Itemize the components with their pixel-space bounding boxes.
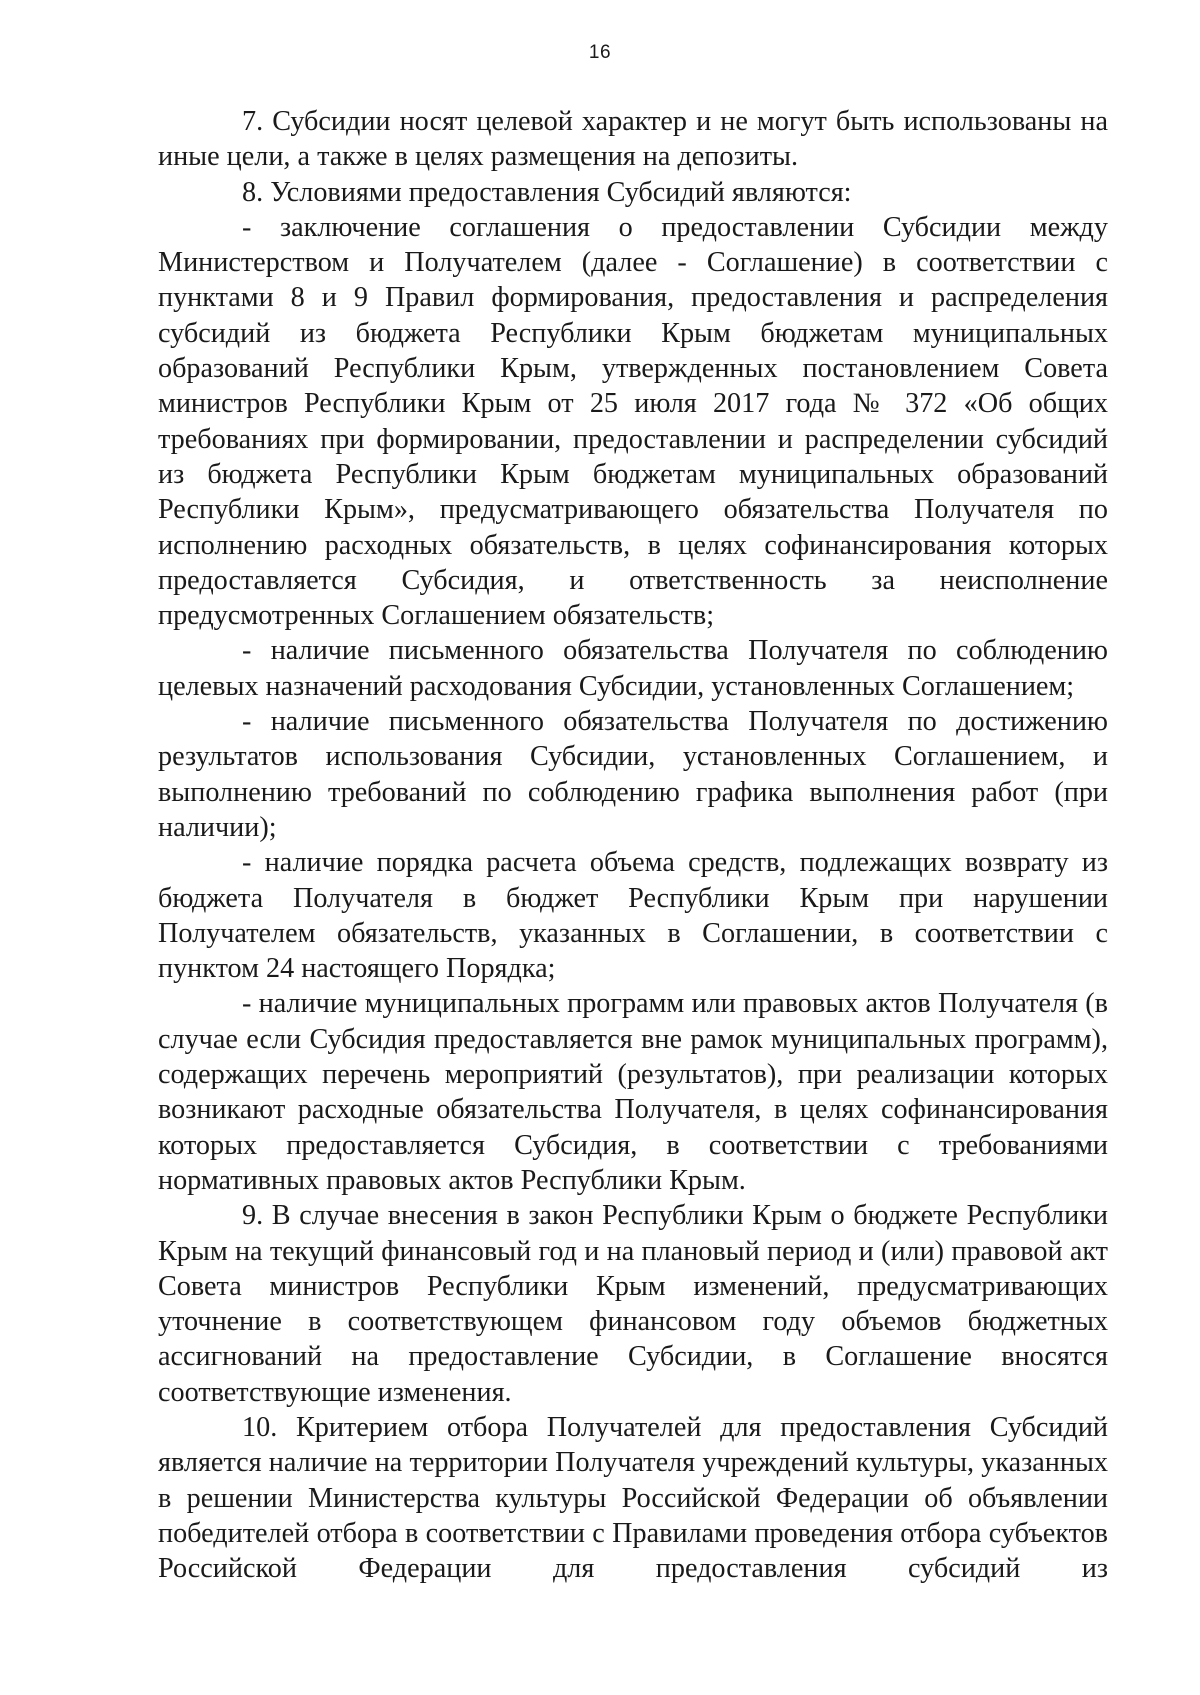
condition-agreement: - заключение соглашения о предоставлении Субсидии между Министерством и Получателем (далее - Соглашение) в соответствии с пунктами 8 и 9 Правил формирования, предоставления и распределения субсидий из бюджета Республики Крым бюджетам муниципальных образований Республики Крым, утвержденных постановлением Совета министров Республики Крым от 25 июля 2017 года № 372 «Об общих требованиях при формировании, предоставлении и распределении субсидий из бюджета Республики Крым бюджетам муниципальных образований Республики Крым», предусматривающего обязательства Получателя по исполнению расходных обязательств, в целях софинансирования которых предоставляется Субсидия, и ответственность за неисполнение предусмотренных Соглашением обязательств;	[158, 211, 1108, 632]
condition-refund-calculation: - наличие порядка расчета объема средств, подлежащих возврату из бюджета Получателя в бюджет Республики Крым при нарушении Получателем обязательств, указанных в Соглашении, в соответствии с пунктом 24 настоящего Порядка;	[158, 847, 1108, 985]
page-number: 16	[588, 42, 612, 63]
paragraph-10-selection-criterion: 10. Критерием отбора Получателей для предоставления Субсидий является наличие на территории Получателя учреждений культуры, указанных в решении Министерства культуры Российской Федерации об объявлении победителей отбора в соответствии с Правилами проведения отбора субъектов Российской Федерации для предоставления субсидий из	[158, 1411, 1108, 1585]
document-body	[158, 104, 1108, 1586]
condition-results-obligation: - наличие письменного обязательства Получателя по достижению результатов использования Субсидии, установленных Соглашением, и выполнению требований по соблюдению графика выполнения работ (при наличии);	[158, 706, 1108, 843]
paragraph-7-purpose: 7. Субсидии носят целевой характер и не могут быть использованы на иные цели, а также в целях размещения на депозиты.	[158, 106, 1108, 173]
condition-municipal-programs: - наличие муниципальных программ или правовых актов Получателя (в случае если Субсидия предоставляется вне рамок муниципальных программ), содержащих перечень мероприятий (результатов), при реализации которых возникают расходные обязательства Получателя, в целях софинансирования которых предоставляется Субсидия, в соответствии с требованиями нормативных правовых актов Республики Крым.	[158, 988, 1108, 1196]
paragraph-8-conditions-heading: 8. Условиями предоставления Субсидий являются:	[242, 176, 852, 208]
paragraph-9-budget-changes: 9. В случае внесения в закон Республики Крым о бюджете Республики Крым на текущий финансовый год и на плановый период и (или) правовой акт Совета министров Республики Крым изменений, предусматривающих уточнение в соответствующем финансовом году объемов бюджетных ассигнований на предоставление Субсидии, в Соглашение вносятся соответствующие изменения.	[158, 1200, 1108, 1408]
condition-target-use-obligation: - наличие письменного обязательства Получателя по соблюдению целевых назначений расходования Субсидии, установленных Соглашением;	[158, 635, 1108, 702]
